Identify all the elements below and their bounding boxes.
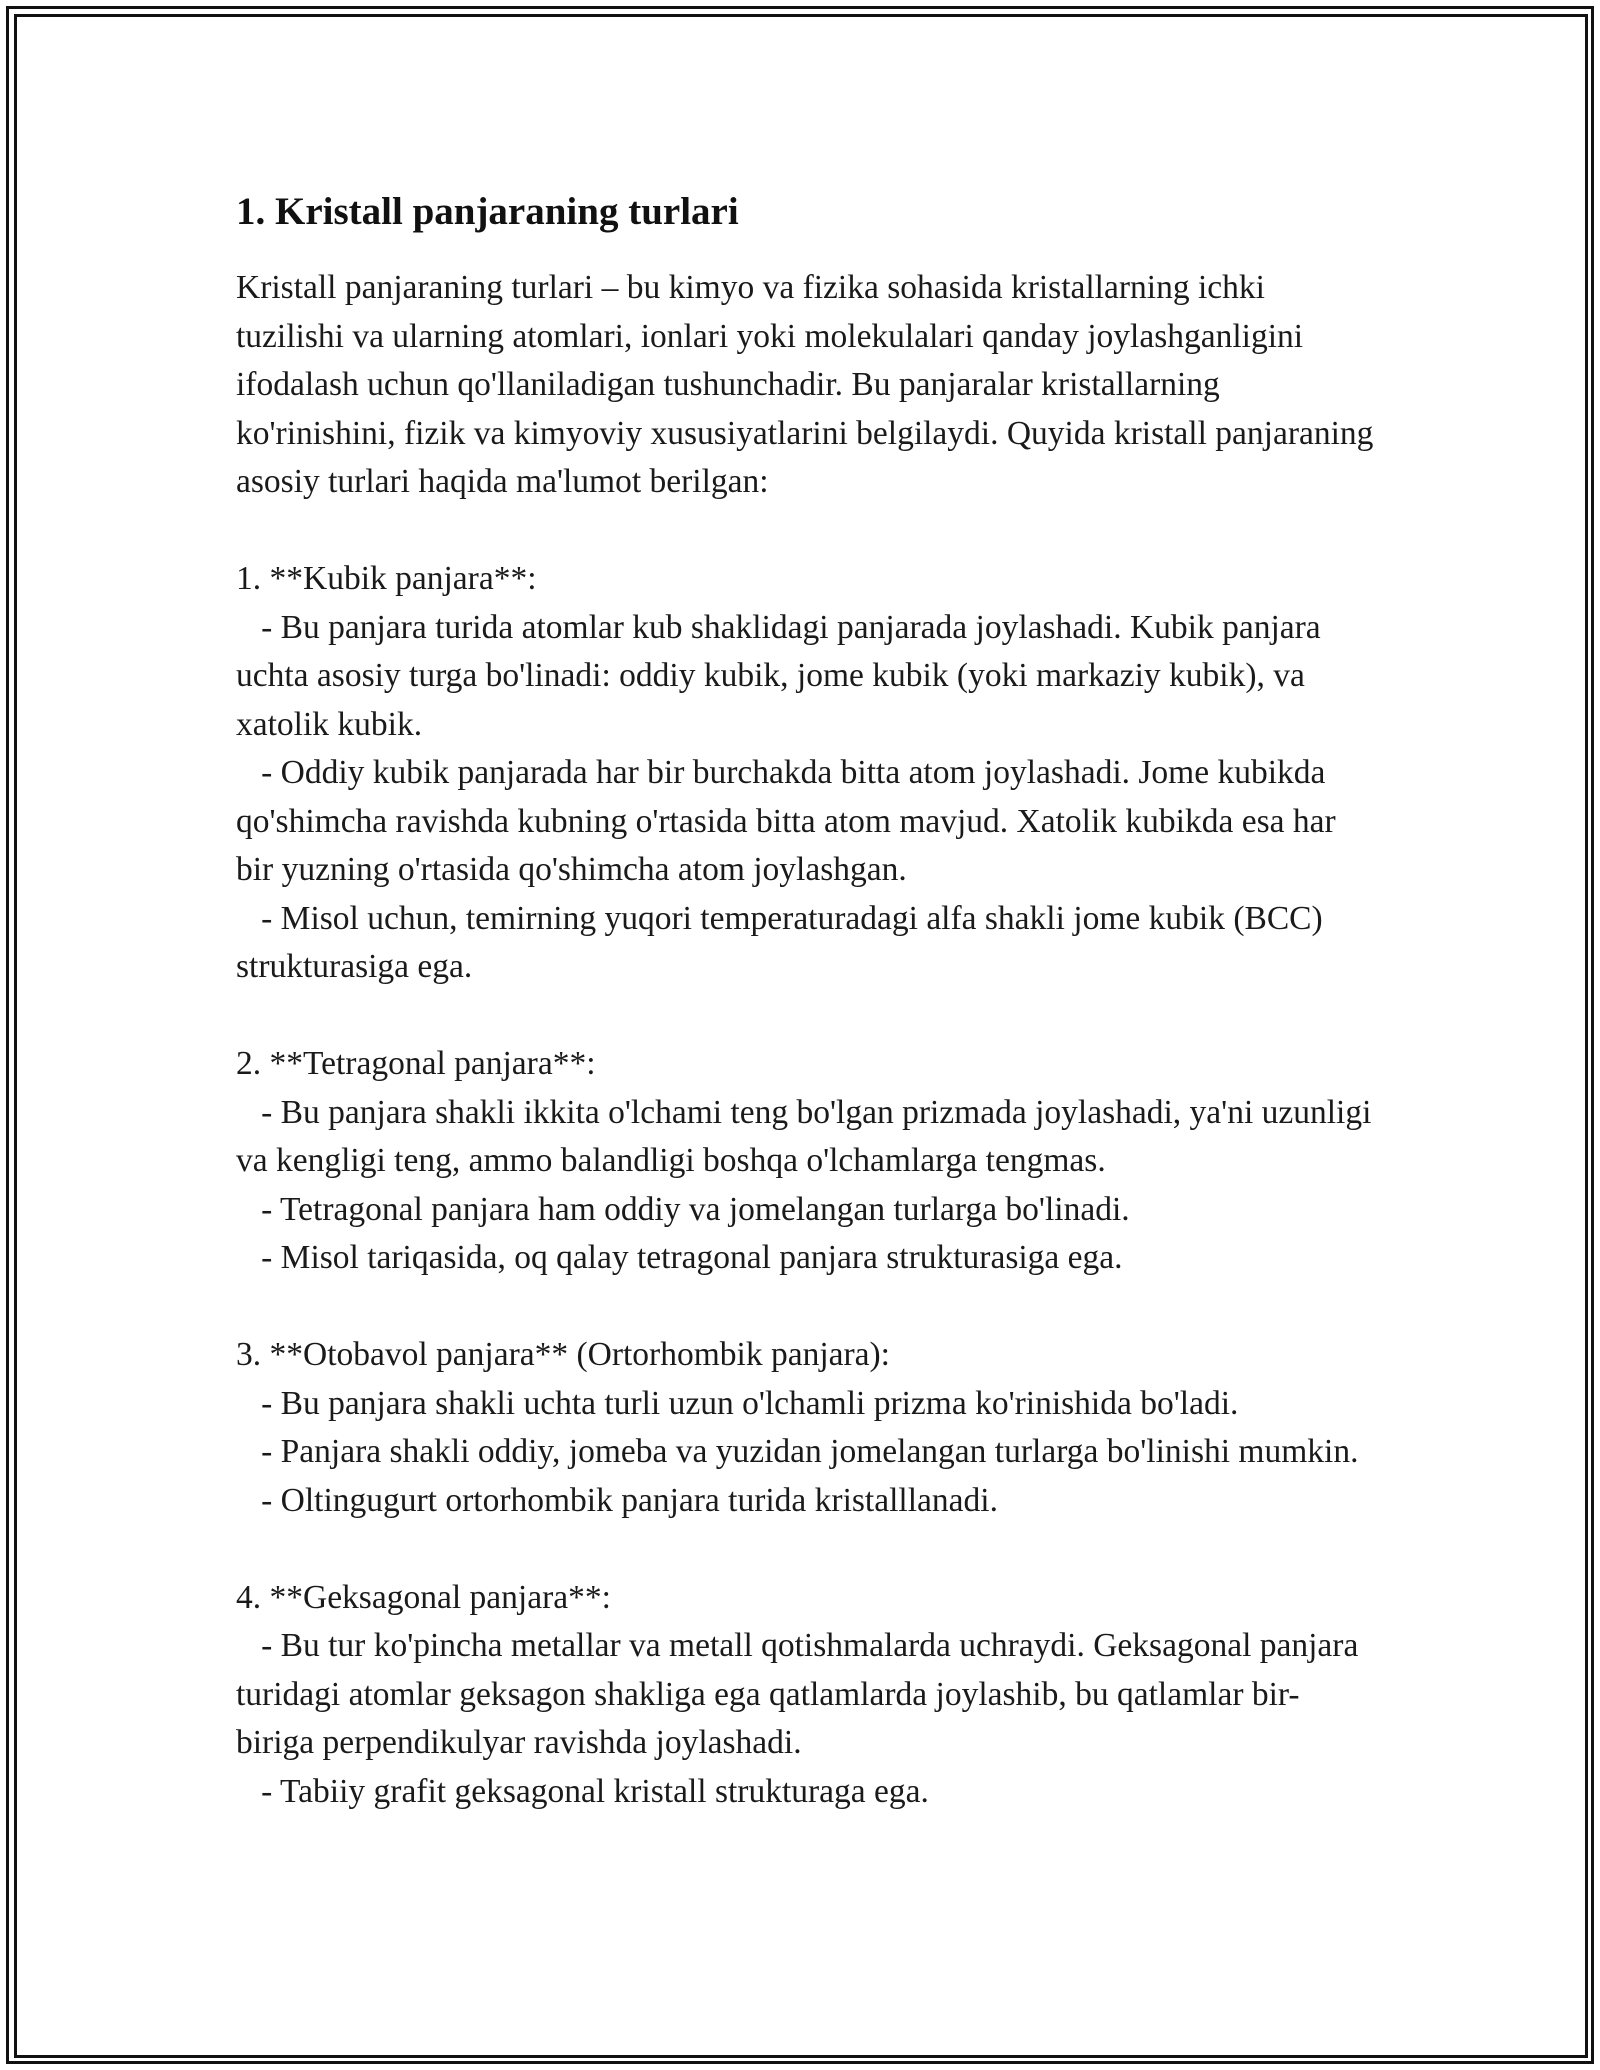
section-heading: 1. Kristall panjaraning turlari [236,190,739,233]
list-item: - Panjara shakli oddiy, jomeba va yuzidan jomelangan turlarga bo'linishi mumkin. [236,1433,1359,1470]
section-title: 4. **Geksagonal panjara**: [236,1578,611,1616]
list-item: - Tetragonal panjara ham oddiy va jomelangan turlarga bo'linadi. [236,1190,1130,1228]
list-item: - Bu panjara shakli ikkita o'lchami teng bo'lgan prizmada joylashadi, ya'ni uzunligi va kengligi teng, ammo balandligi boshqa o'lchamlarga tengmas. [236,1093,1380,1179]
document-body [236,186,1382,1816]
list-item: - Oltingugurt ortorhombik panjara turida kristalllanadi. [236,1481,998,1519]
section-title: 3. **Otobavol panjara** (Ortorhombik panjara): [236,1336,890,1373]
section-title: 2. **Tetragonal panjara**: [236,1045,596,1082]
list-item: - Bu panjara turida atomlar kub shaklidagi panjarada joylashadi. Kubik panjara uchta asosiy turga bo'linadi: oddiy kubik, jome kubik (yoki markaziy kubik), va xatolik kubik. [236,608,1330,743]
section-title: 1. **Kubik panjara**: [236,560,537,597]
lattice-section-hexagonal [236,1574,1376,1817]
list-item: - Bu tur ko'pincha metallar va metall qotishmalarda uchraydi. Geksagonal panjara turidagi atomlar geksagon shakliga ega qatlamlarda joylashib, bu qatlamlar bir-biriga perpendikulyar ravishda joylashadi. [236,1627,1367,1761]
list-item: - Misol uchun, temirning yuqori temperaturadagi alfa shakli jome kubik (BCC) strukturasiga ega. [236,899,1332,985]
lattice-section-tetragonal [236,1040,1380,1283]
list-item: - Bu panjara shakli uchta turli uzun o'lchamli prizma ko'rinishida bo'ladi. [236,1384,1239,1422]
lattice-section-cubic [236,555,1376,992]
intro-paragraph: Kristall panjaraning turlari – bu kimyo va fizika sohasida kristallarning ichki tuzilishi va ularning atomlari, ionlari yoki molekulalari qanday joylashganligini ifodalash uchun qo'llaniladigan tushunchadir. Bu panjaralar kristallarning ko'rinishini, fizik va kimyoviy xususiyatlarini belgilaydi. Quyida kristall panjaraning asosiy turlari haqida ma'lumot berilgan: [236,269,1382,500]
list-item: - Misol tariqasida, oq qalay tetragonal panjara strukturasiga ega. [236,1239,1123,1276]
lattice-section-orthorhombic [236,1331,1376,1525]
list-item: - Oddiy kubik panjarada har bir burchakda bitta atom joylashadi. Jome kubikda qo'shimcha ravishda kubning o'rtasida bitta atom mavjud. Xatolik kubikda esa har bir yuzning o'rtasida qo'shimcha atom joylashgan. [236,754,1345,888]
list-item: - Tabiiy grafit geksagonal kristall strukturaga ega. [236,1772,929,1810]
